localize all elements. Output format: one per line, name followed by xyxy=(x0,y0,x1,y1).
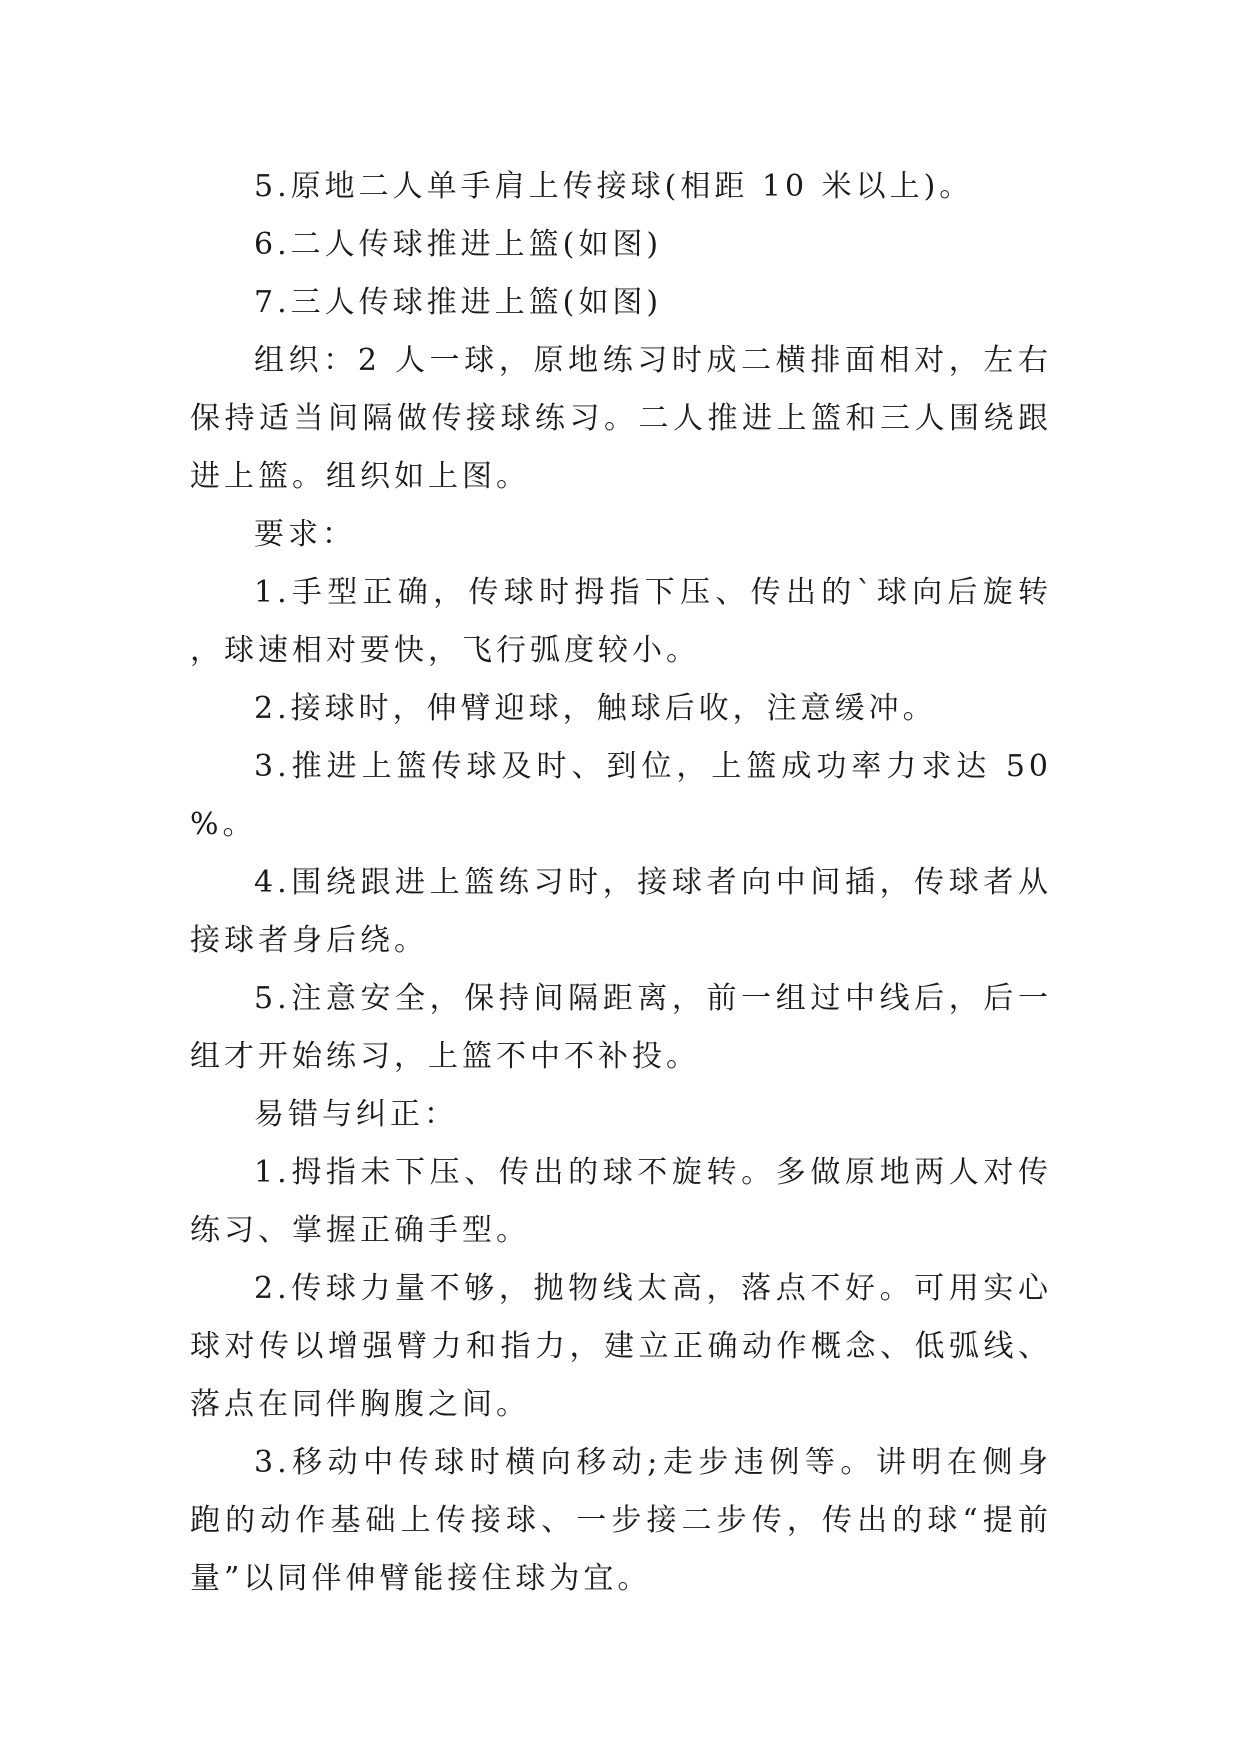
heading-errors-corrections: 易错与纠正： xyxy=(254,1097,458,1132)
correction-1: 1.拇指未下压、传出的球不旋转。多做原地两人对传练习、掌握正确手型。 xyxy=(190,1155,1052,1248)
paragraph-drill-5: 5.原地二人单手肩上传接球(相距 10 米以上)。 xyxy=(254,169,974,204)
heading-requirements: 要求： xyxy=(254,517,356,552)
requirement-5: 5.注意安全，保持间隔距离，前一组过中线后，后一组才开始练习，上篮不中不补投。 xyxy=(190,981,1052,1074)
paragraph-drill-6: 6.二人传球推进上篮(如图) xyxy=(254,227,663,262)
paragraph-drill-7: 7.三人传球推进上篮(如图) xyxy=(254,285,663,320)
correction-2: 2.传球力量不够，抛物线太高，落点不好。可用实心球对传以增强臂力和指力，建立正确动作概念、低弧线、落点在同伴胸腹之间。 xyxy=(190,1271,1052,1422)
correction-3: 3.移动中传球时横向移动;走步违例等。讲明在侧身跑的动作基础上传接球、一步接二步传，传出的球“提前量”以同伴伸臂能接住球为宜。 xyxy=(190,1445,1052,1596)
requirement-1: 1.手型正确，传球时拇指下压、传出的`球向后旋转，球速相对要快，飞行弧度较小。 xyxy=(190,575,1052,668)
requirement-4: 4.围绕跟进上篮练习时，接球者向中间插，传球者从接球者身后绕。 xyxy=(190,865,1052,958)
requirement-2: 2.接球时，伸臂迎球，触球后收，注意缓冲。 xyxy=(254,691,937,726)
paragraph-organization: 组织：2 人一球，原地练习时成二横排面相对，左右保持适当间隔做传接球练习。二人推进上篮和三人围绕跟进上篮。组织如上图。 xyxy=(190,343,1052,494)
document-body xyxy=(190,158,1052,1608)
requirement-3: 3.推进上篮传球及时、到位，上篮成功率力求达 50%。 xyxy=(190,749,1052,842)
